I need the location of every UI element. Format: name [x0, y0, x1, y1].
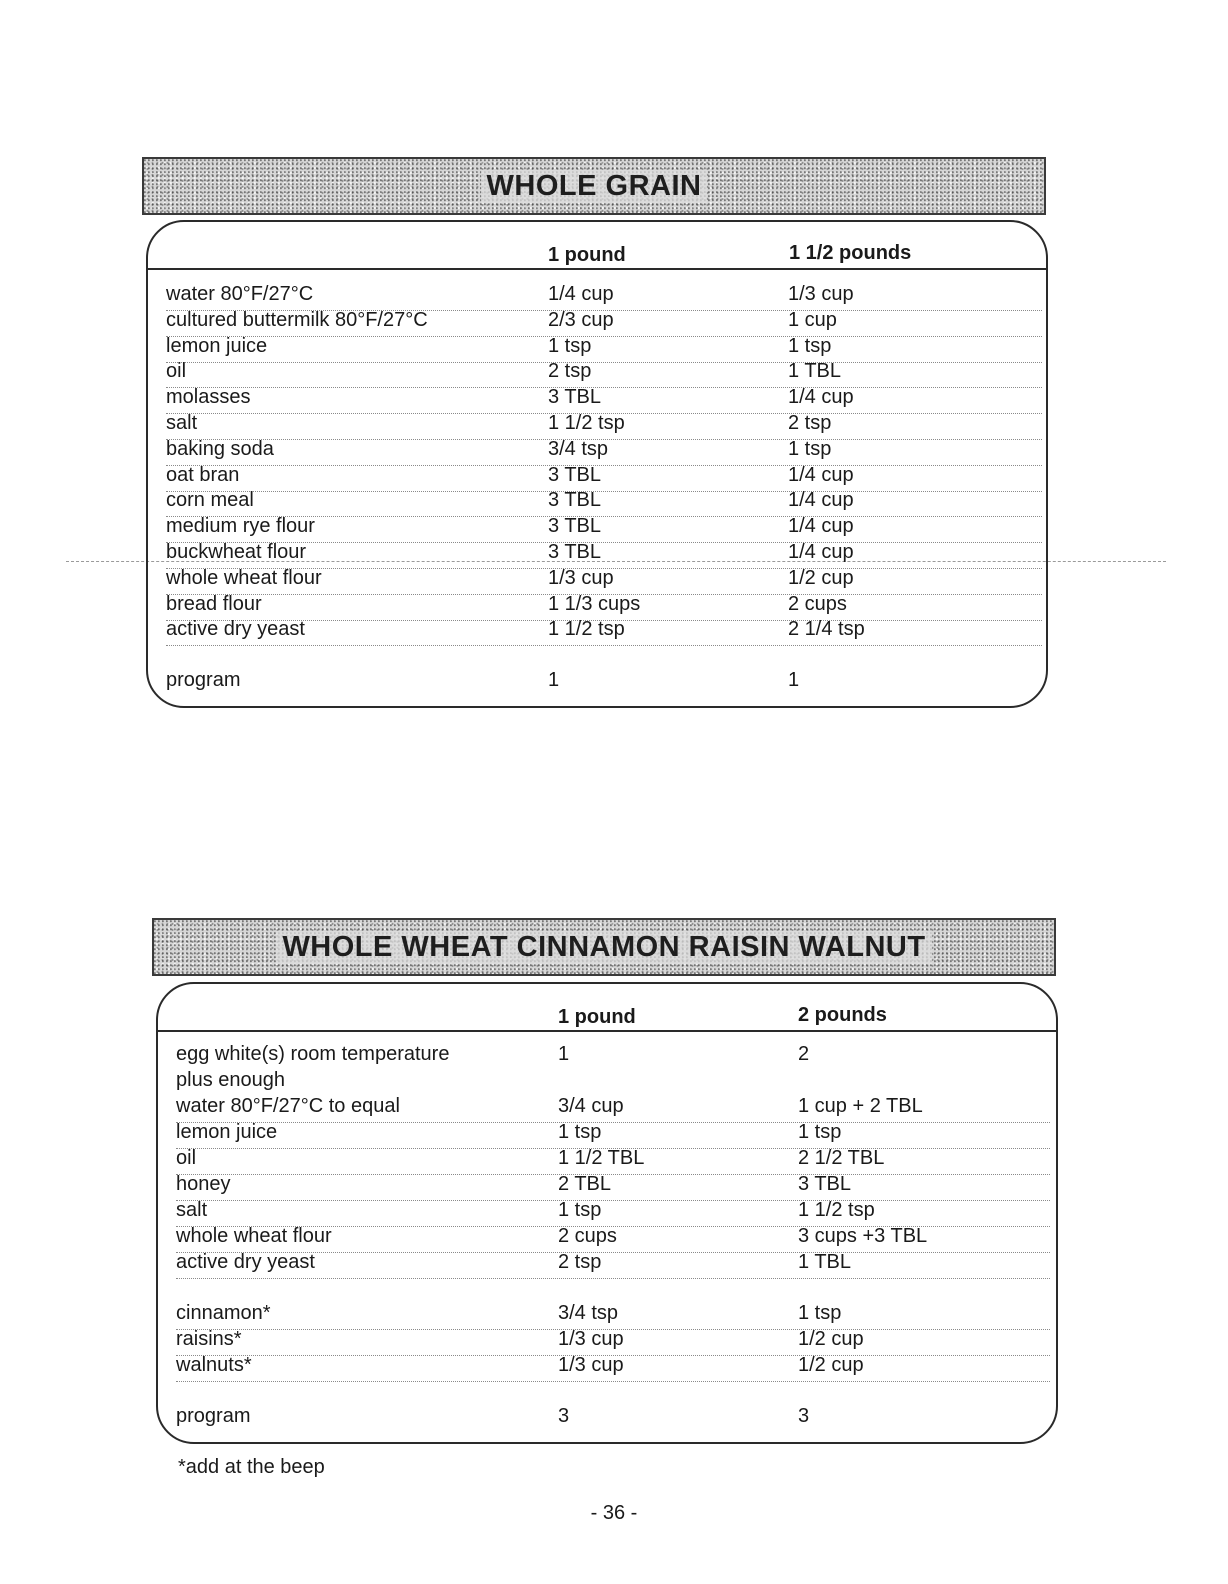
ingredient-row — [176, 1173, 1050, 1199]
amount-small-loaf: 1 tsp — [548, 334, 592, 357]
amount-small-loaf: 2 tsp — [548, 360, 592, 383]
amount-large-loaf: 2 cups — [788, 592, 847, 615]
ingredient-name: corn meal — [166, 489, 254, 512]
ingredient-name: lemon juice — [166, 334, 268, 357]
ingredient-row — [166, 335, 1042, 361]
ingredient-row — [176, 1328, 1050, 1354]
ingredient-name: water 80°F/27°C to equal — [176, 1095, 400, 1117]
amount-small-loaf: 2 TBL — [558, 1173, 611, 1195]
amount-large-loaf: 1/2 cup — [788, 566, 854, 589]
ingredient-row — [166, 567, 1042, 593]
amount-small-loaf: 1 tsp — [558, 1199, 602, 1221]
amount-small-loaf: 3 TBL — [548, 489, 601, 512]
amount-large-loaf: 1 — [788, 669, 800, 691]
amount-large-loaf: 3 cups +3 TBL — [798, 1225, 928, 1247]
amount-large-loaf: 1/4 cup — [788, 463, 854, 486]
ingredient-name: cultured buttermilk 80°F/27°C — [166, 308, 428, 331]
amount-large-loaf: 1 TBL — [798, 1251, 851, 1273]
ingredient-name: honey — [176, 1173, 231, 1195]
column-header-2-pounds: 2 pounds — [798, 1004, 887, 1026]
amount-small-loaf: 1 1/2 TBL — [558, 1147, 645, 1169]
ingredient-name: plus enough — [176, 1069, 285, 1091]
amount-small-loaf: 2 cups — [558, 1225, 617, 1247]
ingredient-row — [176, 1043, 1050, 1069]
ingredient-name: whole wheat flour — [166, 566, 322, 589]
ingredient-row — [176, 1405, 1050, 1431]
ingredient-row — [166, 489, 1042, 515]
amount-large-loaf: 1 tsp — [788, 437, 832, 460]
ingredient-row — [176, 1199, 1050, 1225]
recipe-title: WHOLE GRAIN — [481, 170, 708, 203]
ingredient-row — [166, 283, 1042, 309]
amount-small-loaf: 1 1/2 tsp — [548, 412, 625, 434]
ingredient-row — [176, 1069, 1050, 1095]
ingredient-row — [166, 309, 1042, 335]
ingredient-row — [166, 515, 1042, 541]
column-header-1-pound: 1 pound — [558, 1006, 636, 1028]
ingredient-row — [166, 618, 1042, 644]
ingredient-row — [176, 1095, 1050, 1121]
amount-small-loaf: 1 — [548, 669, 560, 691]
ingredient-row — [176, 1147, 1050, 1173]
amount-small-loaf: 1/3 cup — [558, 1328, 624, 1350]
ingredient-name: molasses — [166, 386, 251, 409]
amount-small-loaf: 1/4 cup — [548, 283, 614, 305]
amount-small-loaf: 2/3 cup — [548, 308, 614, 331]
ingredient-row — [166, 386, 1042, 412]
amount-large-loaf: 1/4 cup — [788, 541, 854, 563]
amount-large-loaf: 2 — [798, 1043, 810, 1065]
ingredient-name: program — [166, 669, 241, 691]
ingredient-row — [176, 1121, 1050, 1147]
amount-small-loaf: 1 1/3 cups — [548, 592, 641, 615]
amount-large-loaf: 1 cup — [788, 308, 837, 331]
ingredient-name: cinnamon* — [176, 1302, 271, 1324]
amount-small-loaf: 3 TBL — [548, 541, 601, 563]
column-header-1-5-pounds: 1 1/2 pounds — [789, 242, 912, 264]
ingredient-name: salt — [166, 412, 198, 434]
column-header-1-pound: 1 pound — [548, 244, 626, 266]
recipe-title-banner — [142, 157, 1046, 215]
ingredient-name: active dry yeast — [166, 618, 305, 641]
amount-large-loaf: 1 tsp — [798, 1302, 842, 1324]
amount-large-loaf: 1/2 cup — [798, 1328, 864, 1350]
ingredient-name: active dry yeast — [176, 1251, 315, 1273]
ingredient-name: buckwheat flour — [166, 541, 307, 563]
amount-small-loaf: 1 tsp — [558, 1121, 602, 1143]
ingredient-name: bread flour — [166, 592, 262, 615]
amount-small-loaf: 1/3 cup — [558, 1354, 624, 1376]
amount-large-loaf: 2 tsp — [788, 412, 832, 434]
ingredient-name: program — [176, 1405, 251, 1427]
ingredient-row — [166, 412, 1042, 438]
ingredient-row — [176, 1354, 1050, 1380]
ingredient-name: medium rye flour — [166, 515, 315, 538]
amount-large-loaf: 1 tsp — [788, 334, 832, 357]
amount-large-loaf: 1/4 cup — [788, 386, 854, 409]
amount-large-loaf: 1 TBL — [788, 360, 841, 383]
amount-small-loaf: 1/3 cup — [548, 566, 614, 589]
amount-small-loaf: 2 tsp — [558, 1251, 602, 1273]
ingredient-name: oil — [176, 1147, 197, 1169]
page-number: - 36 - — [590, 1502, 638, 1524]
ingredient-row — [166, 438, 1042, 464]
ingredient-row — [166, 669, 1042, 695]
ingredient-name: baking soda — [166, 437, 274, 460]
ingredient-name: whole wheat flour — [176, 1225, 332, 1247]
amount-large-loaf: 1/4 cup — [788, 489, 854, 512]
ingredient-name: water 80°F/27°C — [166, 283, 314, 305]
amount-large-loaf: 1 tsp — [798, 1121, 842, 1143]
ingredient-name: walnuts* — [176, 1354, 252, 1376]
amount-small-loaf: 3 TBL — [548, 515, 601, 538]
amount-small-loaf: 1 — [558, 1043, 570, 1065]
ingredient-name: lemon juice — [176, 1121, 278, 1143]
ingredient-row — [176, 1302, 1050, 1328]
amount-small-loaf: 3/4 tsp — [548, 437, 609, 460]
amount-large-loaf: 1 cup + 2 TBL — [798, 1095, 923, 1117]
recipe-title-banner — [152, 918, 1056, 976]
ingredient-name: oil — [166, 360, 187, 383]
ingredient-row — [166, 464, 1042, 490]
amount-large-loaf: 2 1/2 TBL — [798, 1147, 885, 1169]
recipe-title: WHOLE WHEAT CINNAMON RAISIN WALNUT — [276, 931, 931, 964]
ingredient-name: salt — [176, 1199, 208, 1221]
ingredient-row — [166, 593, 1042, 619]
amount-small-loaf: 3 — [558, 1405, 570, 1427]
amount-small-loaf: 3/4 tsp — [558, 1302, 619, 1324]
ingredient-name: oat bran — [166, 463, 240, 486]
amount-small-loaf: 3/4 cup — [558, 1095, 624, 1117]
amount-small-loaf: 3 TBL — [548, 386, 601, 409]
ingredient-row — [176, 1225, 1050, 1251]
amount-large-loaf: 1 1/2 tsp — [798, 1199, 875, 1221]
ingredient-row — [166, 360, 1042, 386]
amount-large-loaf: 1/4 cup — [788, 515, 854, 538]
footnote: *add at the beep — [178, 1456, 325, 1478]
ingredient-name: raisins* — [176, 1328, 242, 1350]
amount-large-loaf: 1/3 cup — [788, 283, 854, 305]
ingredient-row — [166, 541, 1042, 567]
ingredient-name: egg white(s) room temperature — [176, 1043, 450, 1065]
amount-small-loaf: 1 1/2 tsp — [548, 618, 625, 641]
header-rule — [148, 268, 1046, 270]
amount-large-loaf: 3 TBL — [798, 1173, 851, 1195]
amount-large-loaf: 2 1/4 tsp — [788, 618, 865, 641]
header-rule — [158, 1030, 1056, 1032]
ingredient-row — [176, 1251, 1050, 1277]
amount-large-loaf: 3 — [798, 1405, 810, 1427]
amount-large-loaf: 1/2 cup — [798, 1354, 864, 1376]
amount-small-loaf: 3 TBL — [548, 463, 601, 486]
